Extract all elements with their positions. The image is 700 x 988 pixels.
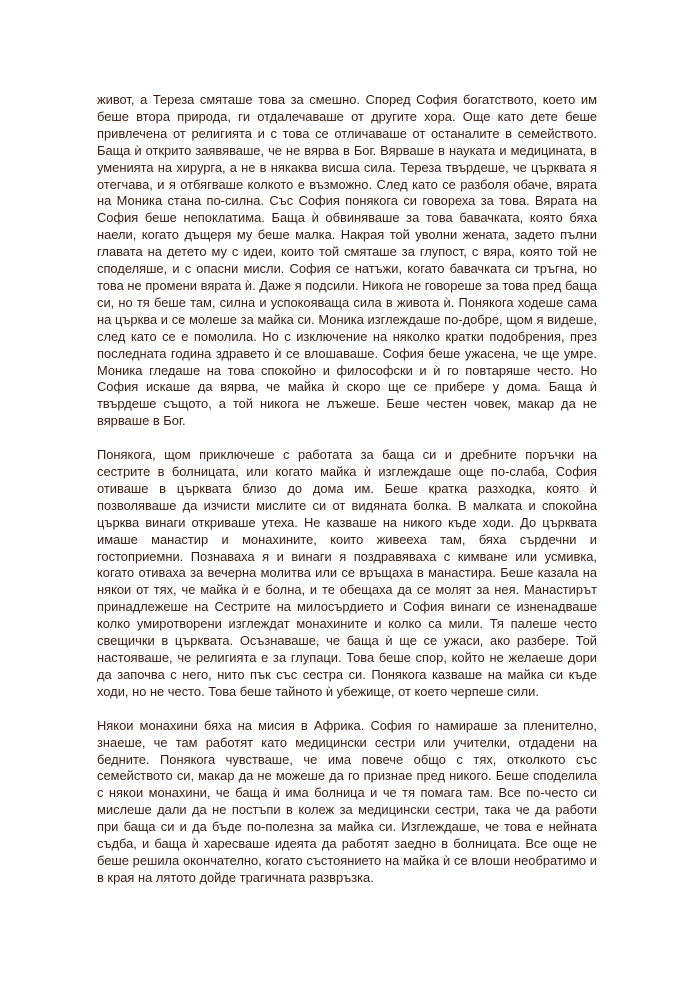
paragraph-1: живот, а Тереза смяташе това за смешно. Според София богатството, което им беше втора природа, ги отдалечаваше от другите хора. Още като дете беше привлечена от религията и с това се отличаваше от останалите в семейството. Баща ѝ открито заявяваше, че не вярва в Бог. Вярваше в науката и медицината, в уменията на хирурга, а не в някаква висша сила. Тереза твърдеше, че църквата я отегчава, и я отбягваше колкото е възможно. След като се разболя обаче, вярата на Моника стана по-силна. Със София понякога си говореха за това. Вярата на София беше непоклатима. Баща ѝ обвиняваше за това бавачката, която бяха наели, когато дъщеря му беше малка. Накрая той уволни жената, задето пълни главата на детето му с идеи, които той смяташе за глупост, с вяра, която той не споделяше, и с опасни мисли. София се натъжи, когато бавачката си тръгна, но това не промени вярата ѝ. Даже я подсили. Никога не говореше за това пред баща си, но тя беше там, силна и успокояваща сила в живота ѝ. Понякога ходеше сама на църква и се молеше за майка си. Моника изглеждаше по-добре, щом я видеше, след като се е помолила. Но с изключение на няколко кратки подобрения, през последната година здравето ѝ се влошаваше. София беше ужасена, че ще умре. Моника гледаше на това спокойно и философски и ѝ го повтаряше често. Но София искаше да вярва, че майка ѝ скоро ще се прибере у дома. Баща ѝ твърдеше същото, а той никога не лъжеше. Беше честен човек, макар да не вярваше в Бог. — [97, 92, 597, 429]
paragraph-3: Някои монахини бяха на мисия в Африка. София го намираше за пленително, знаеше, че там работят като медицински сестри или учителки, отдадени на бедните. Понякога чувстваше, че има повече общо с тях, отколкото със семейството си, макар да не можеше да го признае пред никого. Беше споделила с някои монахини, че баща ѝ има болница и че тя помага там. Все по-често си мислеше дали да не постъпи в колеж за медицински сестри, така че да работи при баща си и да бъде по-полезна за майка си. Изглеждаше, че това е нейната съдба, и баща ѝ харесваше идеята да работят заедно в болницата. Все още не беше решила окончателно, когато състоянието на майка ѝ се влоши необратимо и в края на лятото дойде трагичната развръзка. — [97, 717, 597, 885]
paragraph-2: Понякога, щом приключеше с работата за баща си и дребните поръчки на сестрите в болницата, или когато майка ѝ изглеждаше още по-слаба, София отиваше в църквата близо до дома им. Беше кратка разходка, която ѝ позволяваше да изчисти мислите си от видяната болка. В малката и спокойна църква винаги откриваше утеха. Не казваше на никого къде ходи. До църквата имаше манастир и монахините, които живееха там, бяха сърдечни и гостоприемни. Познаваха я и винаги я поздравяваха с кимване или усмивка, когато отиваха за вечерна молитва или се връщаха в манастира. Беше казала на някои от тях, че майка ѝ е болна, и те обещаха да се молят за нея. Манастирът принадлежеше на Сестрите на милосърдието и София винаги се изненадваше колко умиротворени изглеждат монахините и колко са мили. Тя палеше често свещички в църквата. Осъзнаваше, че баща ѝ ще се ужаси, ако разбере. Той настояваше, че религията е за глупаци. Това беше спор, който не желаеше дори да започва с него, нито пък със сестра си. Понякога казваше на майка си къде ходи, но не често. Това беше тайното ѝ убежище, от което черпеше сили. — [97, 447, 597, 699]
document-body — [97, 92, 597, 887]
